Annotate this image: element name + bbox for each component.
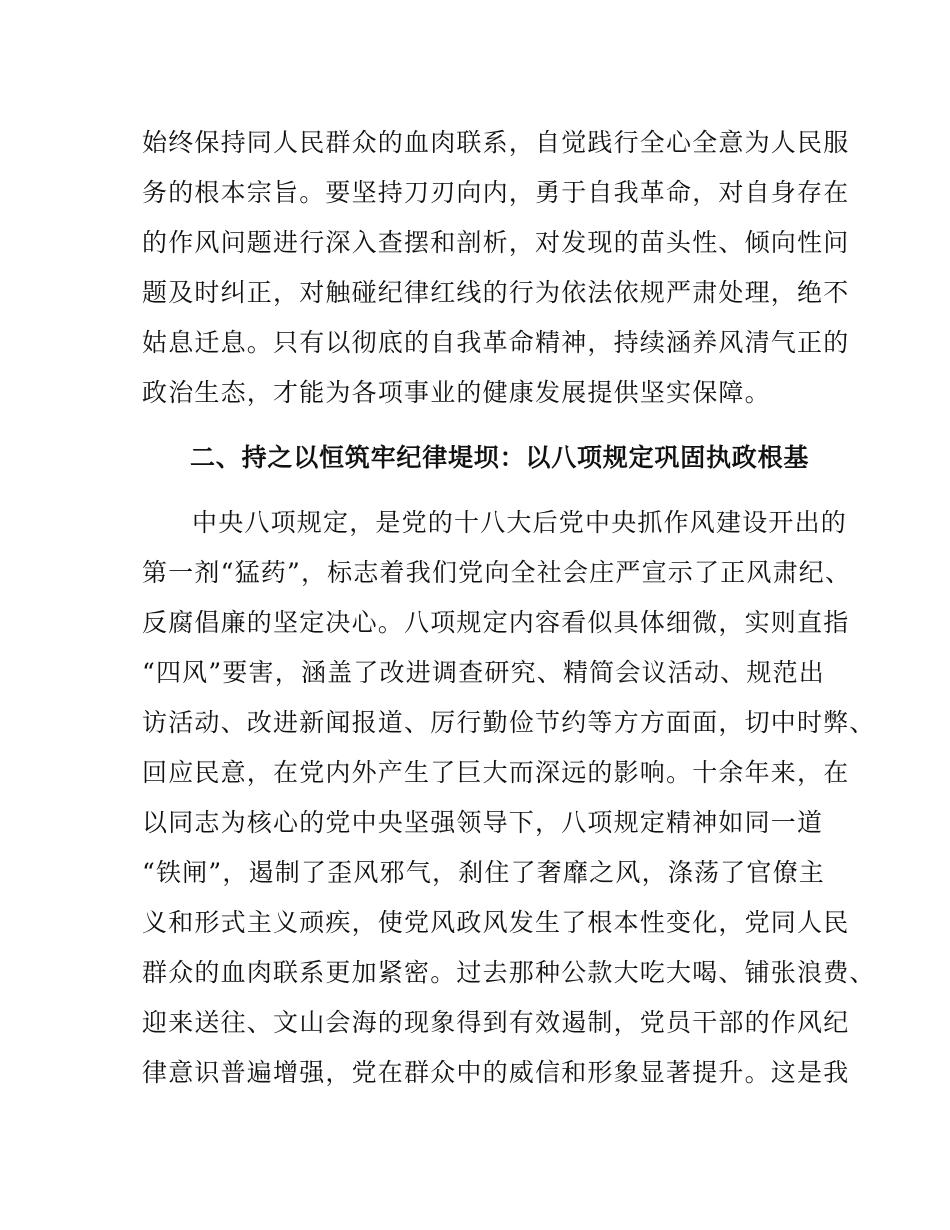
- text-line: 的作风问题进行深入查摆和剖析，对发现的苗头性、倾向性问: [142, 228, 850, 257]
- text-line: “铁闸”，遏制了歪风邪气，刹住了奢靡之风，涤荡了官僚主: [142, 858, 825, 887]
- text-line: 以同志为核心的党中央坚强领导下，八项规定精神如同一道: [142, 808, 824, 837]
- text-line: 姑息迁息。只有以彻底的自我革命精神，持续涵养风清气正的: [142, 328, 850, 357]
- text-line: 访活动、改进新闻报道、厉行勤俭节约等方方面面，切中时弊、: [142, 708, 876, 737]
- text-line: 始终保持同人民群众的血肉联系，自觉践行全心全意为人民服: [142, 128, 850, 157]
- section-heading: 二、持之以恒筑牢纪律堤坝：以八项规定巩固执政根基: [190, 443, 810, 472]
- text-line: 第一剂“猛药”，标志着我们党向全社会庄严宣示了正风肃纪、: [142, 558, 852, 587]
- text-line: “四风”要害，涵盖了改进调查研究、精简会议活动、规范出: [142, 658, 825, 687]
- text-line: 题及时纠正，对触碰纪律红线的行为依法依规严肃处理，绝不: [142, 278, 850, 307]
- text-line: 政治生态，才能为各项事业的健康发展提供坚实保障。: [142, 378, 771, 407]
- text-line: 回应民意，在党内外产生了巨大而深远的影响。十余年来，在: [142, 758, 850, 787]
- text-line: 反腐倡廉的坚定决心。八项规定内容看似具体细微，实则直指: [142, 608, 850, 637]
- text-line: 迎来送往、文山会海的现象得到有效遏制，党员干部的作风纪: [142, 1008, 850, 1037]
- text-line: 中央八项规定，是党的十八大后党中央抓作风建设开出的: [192, 508, 848, 537]
- text-line: 律意识普遍增强，党在群众中的威信和形象显著提升。这是我: [142, 1058, 850, 1087]
- text-line: 务的根本宗旨。要坚持刀刃向内，勇于自我革命，对自身存在: [142, 178, 850, 207]
- text-line: 群众的血肉联系更加紧密。过去那种公款大吃大喝、铺张浪费、: [142, 958, 876, 987]
- text-line: 义和形式主义顽疾，使党风政风发生了根本性变化，党同人民: [142, 908, 850, 937]
